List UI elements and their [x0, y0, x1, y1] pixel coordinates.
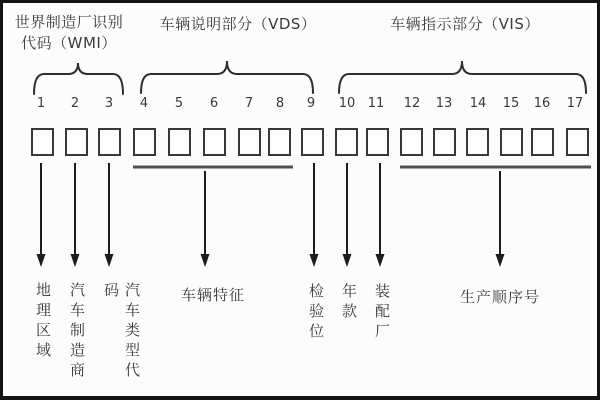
- position-number-1: 1: [36, 96, 46, 111]
- position-number-5: 5: [174, 96, 184, 111]
- label-assembly-plant: 装配厂: [373, 283, 391, 343]
- wmi-brace: [34, 63, 123, 94]
- label-check-digit: 检验位: [307, 283, 325, 343]
- vin-box-16: [531, 128, 554, 156]
- position-number-7: 7: [244, 96, 254, 111]
- position-number-9: 9: [306, 96, 316, 111]
- vin-box-5: [168, 128, 191, 156]
- vin-box-12: [400, 128, 423, 156]
- vin-box-10: [335, 128, 358, 156]
- label-geographic-region: 地理区域: [34, 282, 52, 362]
- label-vehicle-type-code: 汽车类型代码: [102, 282, 141, 382]
- vin-box-9: [301, 128, 324, 156]
- vin-box-14: [466, 128, 489, 156]
- diagram-connectors: [3, 3, 600, 400]
- vin-box-17: [566, 128, 589, 156]
- vin-box-13: [433, 128, 456, 156]
- position-number-17: 17: [566, 96, 584, 111]
- position-number-3: 3: [104, 96, 114, 111]
- position-number-12: 12: [403, 96, 421, 111]
- position-number-4: 4: [139, 96, 149, 111]
- vis-brace: [339, 61, 586, 93]
- position-number-6: 6: [209, 96, 219, 111]
- position-number-16: 16: [533, 96, 551, 111]
- vis-section-title: 车辆指示部分（VIS）: [390, 15, 540, 33]
- wmi-title-line2: 代码（WMI）: [21, 34, 117, 52]
- position-number-13: 13: [435, 96, 453, 111]
- vin-box-15: [500, 128, 523, 156]
- vin-box-4: [133, 128, 156, 156]
- vin-box-7: [238, 128, 261, 156]
- arrow-region: [37, 163, 46, 267]
- position-number-8: 8: [275, 96, 285, 111]
- arrow-check-digit: [310, 163, 319, 267]
- wmi-title-line1: 世界制造厂识别: [14, 13, 124, 31]
- arrow-assembly-plant: [376, 163, 385, 267]
- position-number-14: 14: [469, 96, 487, 111]
- vin-box-8: [268, 128, 291, 156]
- arrow-serial-number: [496, 171, 505, 267]
- arrow-manufacturer: [71, 163, 80, 267]
- position-number-2: 2: [70, 96, 80, 111]
- label-manufacturer: 汽车制造商: [68, 282, 86, 382]
- vds-brace: [141, 61, 313, 93]
- label-production-serial-number: 生产顺序号: [459, 288, 540, 306]
- position-number-10: 10: [338, 96, 356, 111]
- label-vehicle-features: 车辆特征: [180, 286, 245, 304]
- vin-box-1: [31, 128, 54, 156]
- position-number-11: 11: [367, 96, 385, 111]
- arrow-features: [201, 171, 210, 267]
- arrow-vehicle-type: [105, 163, 114, 267]
- label-model-year: 年款: [340, 283, 358, 323]
- vin-box-11: [366, 128, 389, 156]
- vin-box-6: [203, 128, 226, 156]
- vds-section-title: 车辆说明部分（VDS）: [159, 15, 317, 33]
- vin-box-2: [65, 128, 88, 156]
- vin-box-3: [98, 128, 121, 156]
- arrow-model-year: [343, 163, 352, 267]
- position-number-15: 15: [502, 96, 520, 111]
